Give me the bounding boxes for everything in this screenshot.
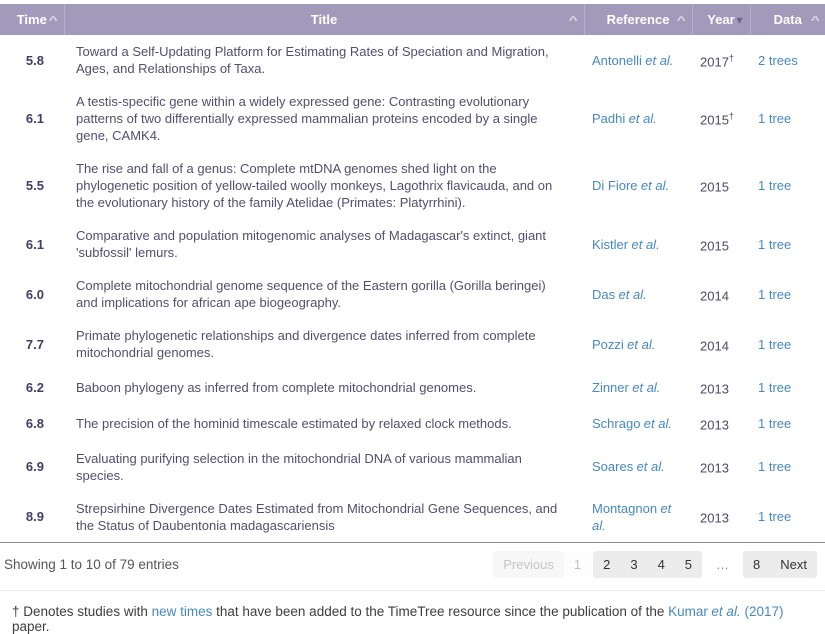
- data-trees-link[interactable]: 1 tree: [758, 459, 792, 475]
- table-row: [0, 152, 825, 219]
- reference-link[interactable]: Montagnon et al.: [592, 500, 672, 533]
- studies-table: [0, 4, 825, 542]
- year-value: 2013: [700, 381, 729, 397]
- study-title: Primate phylogenetic relationships and divergence dates inferred from complete mitochondrial genomes.: [76, 328, 536, 360]
- time-value: 6.1: [25, 236, 44, 252]
- reference-link[interactable]: Kistler et al.: [592, 236, 660, 252]
- study-title: The rise and fall of a genus: Complete mtDNA genomes shed light on the phylogenetic position of yellow-tailed woolly monkeys, Lagothrix flavicauda, and on the evolutionary history of the family Atelidae (Primates: Platyrrhini).: [76, 161, 553, 210]
- table-row: [0, 369, 825, 405]
- page-button-2[interactable]: 2: [603, 556, 611, 572]
- footnote-text: † Denotes studies with: [12, 603, 152, 619]
- year-value: 2013: [700, 417, 729, 433]
- year-value: 2015: [700, 179, 729, 195]
- time-value: 8.9: [25, 509, 44, 525]
- kumar-paper-link[interactable]: Kumar et al. (2017): [668, 603, 784, 619]
- year-value: 2017†: [700, 52, 734, 70]
- sort-asc-icon: ^: [810, 14, 820, 27]
- column-label: Time: [16, 12, 47, 27]
- table-row: [0, 85, 825, 152]
- year-value: 2013: [700, 510, 729, 526]
- footnote-text: paper.: [12, 618, 50, 634]
- column-label: Title: [310, 12, 338, 27]
- reference-link[interactable]: Pozzi et al.: [592, 336, 656, 352]
- pagination: [493, 551, 819, 578]
- sort-asc-icon: ^: [48, 14, 58, 27]
- new-times-link[interactable]: new times: [151, 603, 213, 619]
- data-trees-link[interactable]: 1 tree: [758, 178, 792, 193]
- page-button-4[interactable]: 4: [657, 556, 665, 572]
- year-value: 2014: [700, 288, 729, 304]
- table-row: [0, 405, 825, 441]
- footnote-text: that have been added to the TimeTree resource since the publication of the: [212, 603, 669, 619]
- column-label: Reference: [606, 12, 670, 27]
- reference-link[interactable]: Schrago et al.: [592, 415, 672, 431]
- reference-link[interactable]: Soares et al.: [592, 459, 665, 475]
- reference-link[interactable]: Zinner et al.: [592, 379, 661, 395]
- pagination-ellipsis: …: [716, 556, 730, 572]
- column-header-reference[interactable]: [584, 4, 692, 35]
- reference-link[interactable]: Antonelli et al.: [592, 52, 674, 68]
- previous-page-button[interactable]: Previous: [493, 551, 564, 578]
- data-trees-link[interactable]: 1 tree: [758, 415, 792, 431]
- time-value: 6.1: [25, 111, 44, 126]
- reference-link[interactable]: Das et al.: [592, 286, 647, 302]
- data-trees-link[interactable]: 1 tree: [758, 336, 792, 352]
- page-button-3[interactable]: 3: [630, 556, 638, 572]
- time-value: 6.8: [25, 415, 44, 431]
- study-title: Complete mitochondrial genome sequence of the Eastern gorilla (Gorilla beringei) and implications for african ape biogeography.: [76, 278, 546, 310]
- page-button-1[interactable]: 1: [564, 551, 591, 578]
- table-row: [0, 269, 825, 319]
- column-header-year[interactable]: [692, 4, 750, 35]
- time-value: 5.5: [25, 178, 44, 193]
- data-trees-link[interactable]: 1 tree: [758, 236, 792, 252]
- footnote: [0, 590, 825, 634]
- column-header-time[interactable]: [0, 4, 64, 35]
- column-label: Data: [773, 12, 802, 27]
- time-value: 6.9: [25, 459, 44, 475]
- time-value: 5.8: [25, 52, 44, 68]
- column-header-title[interactable]: [64, 4, 584, 35]
- page-button-8[interactable]: 8: [753, 556, 761, 572]
- sort-desc-icon: ▾: [736, 12, 743, 27]
- time-value: 7.7: [25, 336, 44, 352]
- new-times-dagger: †: [728, 111, 734, 122]
- data-trees-link[interactable]: 1 tree: [758, 379, 792, 395]
- column-header-data[interactable]: [750, 4, 825, 35]
- time-value: 6.0: [25, 286, 44, 302]
- column-label: Year: [707, 12, 735, 27]
- study-title: Evaluating purifying selection in the mitochondrial DNA of various mammalian species.: [76, 450, 522, 483]
- study-title: A testis-specific gene within a widely expressed gene: Contrasting evolutionary patterns of two differentially expressed mammalian proteins encoded by a single gene, CAMK4.: [76, 94, 538, 143]
- year-value: 2013: [700, 460, 729, 476]
- study-title: Toward a Self-Updating Platform for Estimating Rates of Speciation and Migration, Ages, and Relationships of Taxa.: [76, 44, 549, 76]
- year-value: 2015†: [700, 111, 734, 128]
- reference-link[interactable]: Di Fiore et al.: [592, 178, 670, 193]
- page-button-5[interactable]: 5: [684, 556, 693, 572]
- sort-asc-icon: ^: [676, 14, 686, 27]
- year-value: 2014: [700, 338, 729, 354]
- year-value: 2015: [700, 238, 729, 254]
- table-row: [0, 492, 825, 542]
- data-trees-link[interactable]: 1 tree: [758, 286, 792, 302]
- data-trees-link[interactable]: 1 tree: [758, 111, 792, 126]
- time-value: 6.2: [25, 379, 44, 395]
- data-trees-link[interactable]: 2 trees: [758, 52, 798, 68]
- table-row: [0, 35, 825, 85]
- table-row: [0, 319, 825, 369]
- table-row: [0, 219, 825, 269]
- reference-link[interactable]: Padhi et al.: [592, 111, 657, 126]
- new-times-dagger: †: [728, 52, 734, 63]
- table-footer: [0, 543, 825, 587]
- study-title: Comparative and population mitogenomic analyses of Madagascar's extinct, giant 'subfossil' lemurs.: [76, 228, 547, 260]
- study-title: Baboon phylogeny as inferred from complete mitochondrial genomes.: [76, 379, 477, 395]
- entries-summary: Showing 1 to 10 of 79 entries: [4, 556, 179, 572]
- sort-asc-icon: ^: [568, 14, 578, 27]
- data-trees-link[interactable]: 1 tree: [758, 509, 792, 525]
- table-row: [0, 442, 825, 492]
- table-header-row: [0, 4, 825, 35]
- next-page-button[interactable]: Next: [780, 556, 807, 572]
- study-title: Strepsirhine Divergence Dates Estimated from Mitochondrial Gene Sequences, and the Status of Daubentonia madagascariensis: [76, 500, 558, 533]
- study-title: The precision of the hominid timescale estimated by relaxed clock methods.: [76, 415, 512, 431]
